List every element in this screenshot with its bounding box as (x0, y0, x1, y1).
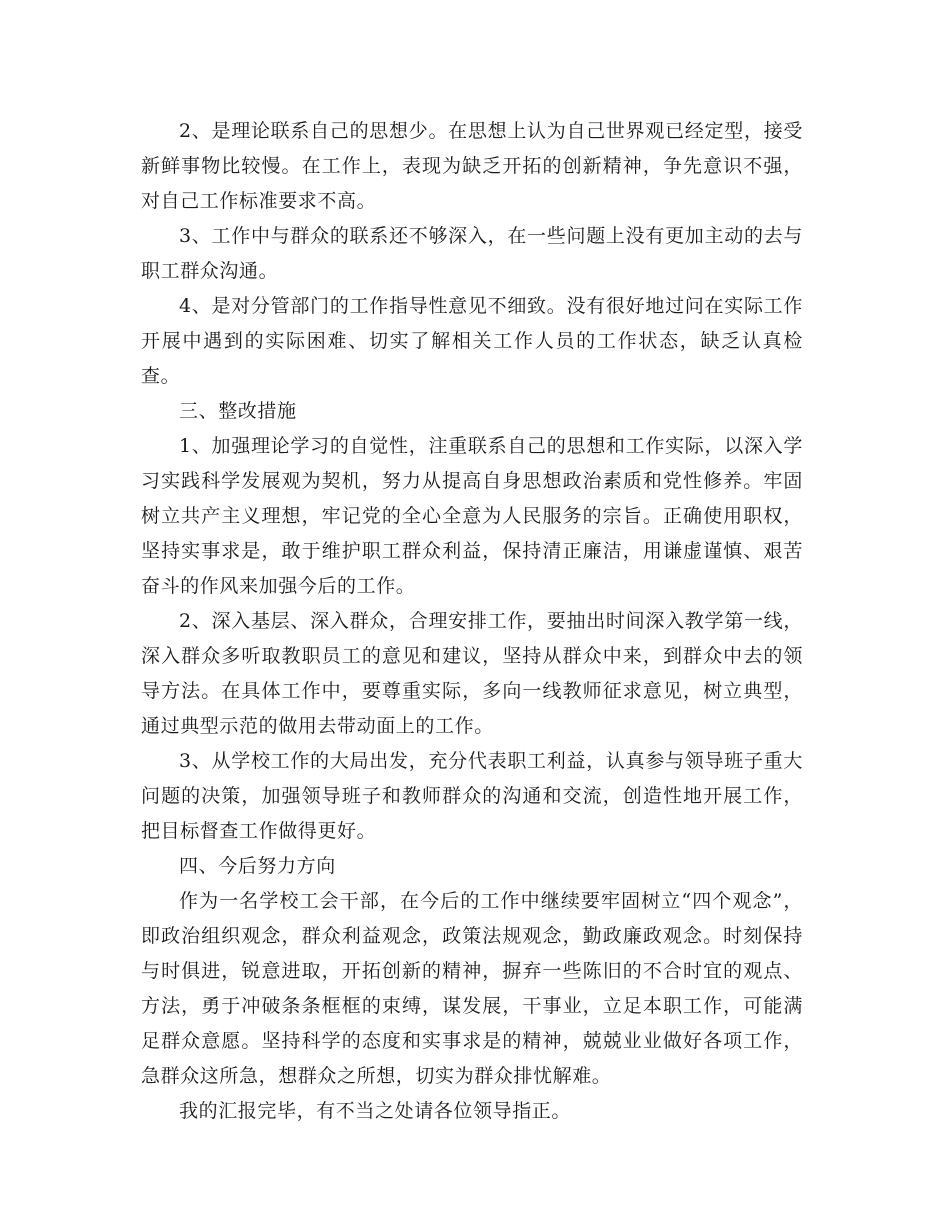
paragraph-measure-2: 2、深入基层、深入群众，合理安排工作，要抽出时间深入教学第一线，深入群众多听取教职员工的意见和建议，坚持从群众中来，到群众中去的领导方法。在具体工作中，要尊重实际，多向一线教师征求意见，树立典型，通过典型示范的做用去带动面上的工作。 (141, 610, 803, 737)
paragraph-measure-3: 3、从学校工作的大局出发，充分代表职工利益，认真参与领导班子重大问题的决策，加强领导班子和教师群众的沟通和交流，创造性地开展工作，把目标督查工作做得更好。 (141, 750, 803, 842)
paragraph-future-direction: 作为一名学校工会干部，在今后的工作中继续要牢固树立“四个观念”，即政治组织观念，群众利益观念，政策法规观念，勤政廉政观念。时刻保持与时俱进，锐意进取，开拓创新的精神，摒弃一些陈旧的不合时宜的观点、方法，勇于冲破条条框框的束缚，谋发展，干事业，立足本职工作，可能满足群众意愿。坚持科学的态度和实事求是的精神，兢兢业业做好各项工作，急群众这所急，想群众之所想，切实为群众排忧解难。 (141, 890, 803, 1087)
section-heading-future-direction: 四、今后努力方向 (179, 855, 336, 877)
section-heading-rectification: 三、整改措施 (179, 400, 297, 422)
paragraph-weakness-2: 2、是理论联系自己的思想少。在思想上认为自己世界观已经定型，接受新鲜事物比较慢。在工作上，表现为缺乏开拓的创新精神，争先意识不强，对自己工作标准要求不高。 (141, 120, 803, 212)
document-body (141, 114, 803, 1129)
paragraph-closing: 我的汇报完毕，有不当之处请各位领导指正。 (179, 1100, 572, 1122)
paragraph-weakness-4: 4、是对分管部门的工作指导性意见不细致。没有很好地过问在实际工作开展中遇到的实际困难、切实了解相关工作人员的工作状态，缺乏认真检查。 (141, 295, 803, 387)
paragraph-measure-1: 1、加强理论学习的自觉性，注重联系自己的思想和工作实际，以深入学习实践科学发展观为契机，努力从提高自身思想政治素质和党性修养。牢固树立共产主义理想，牢记党的全心全意为人民服务的宗旨。正确使用职权，坚持实事求是，敢于维护职工群众利益，保持清正廉洁，用谦虚谨慎、艰苦奋斗的作风来加强今后的工作。 (141, 435, 803, 597)
paragraph-weakness-3: 3、工作中与群众的联系还不够深入，在一些问题上没有更加主动的去与职工群众沟通。 (141, 225, 803, 282)
